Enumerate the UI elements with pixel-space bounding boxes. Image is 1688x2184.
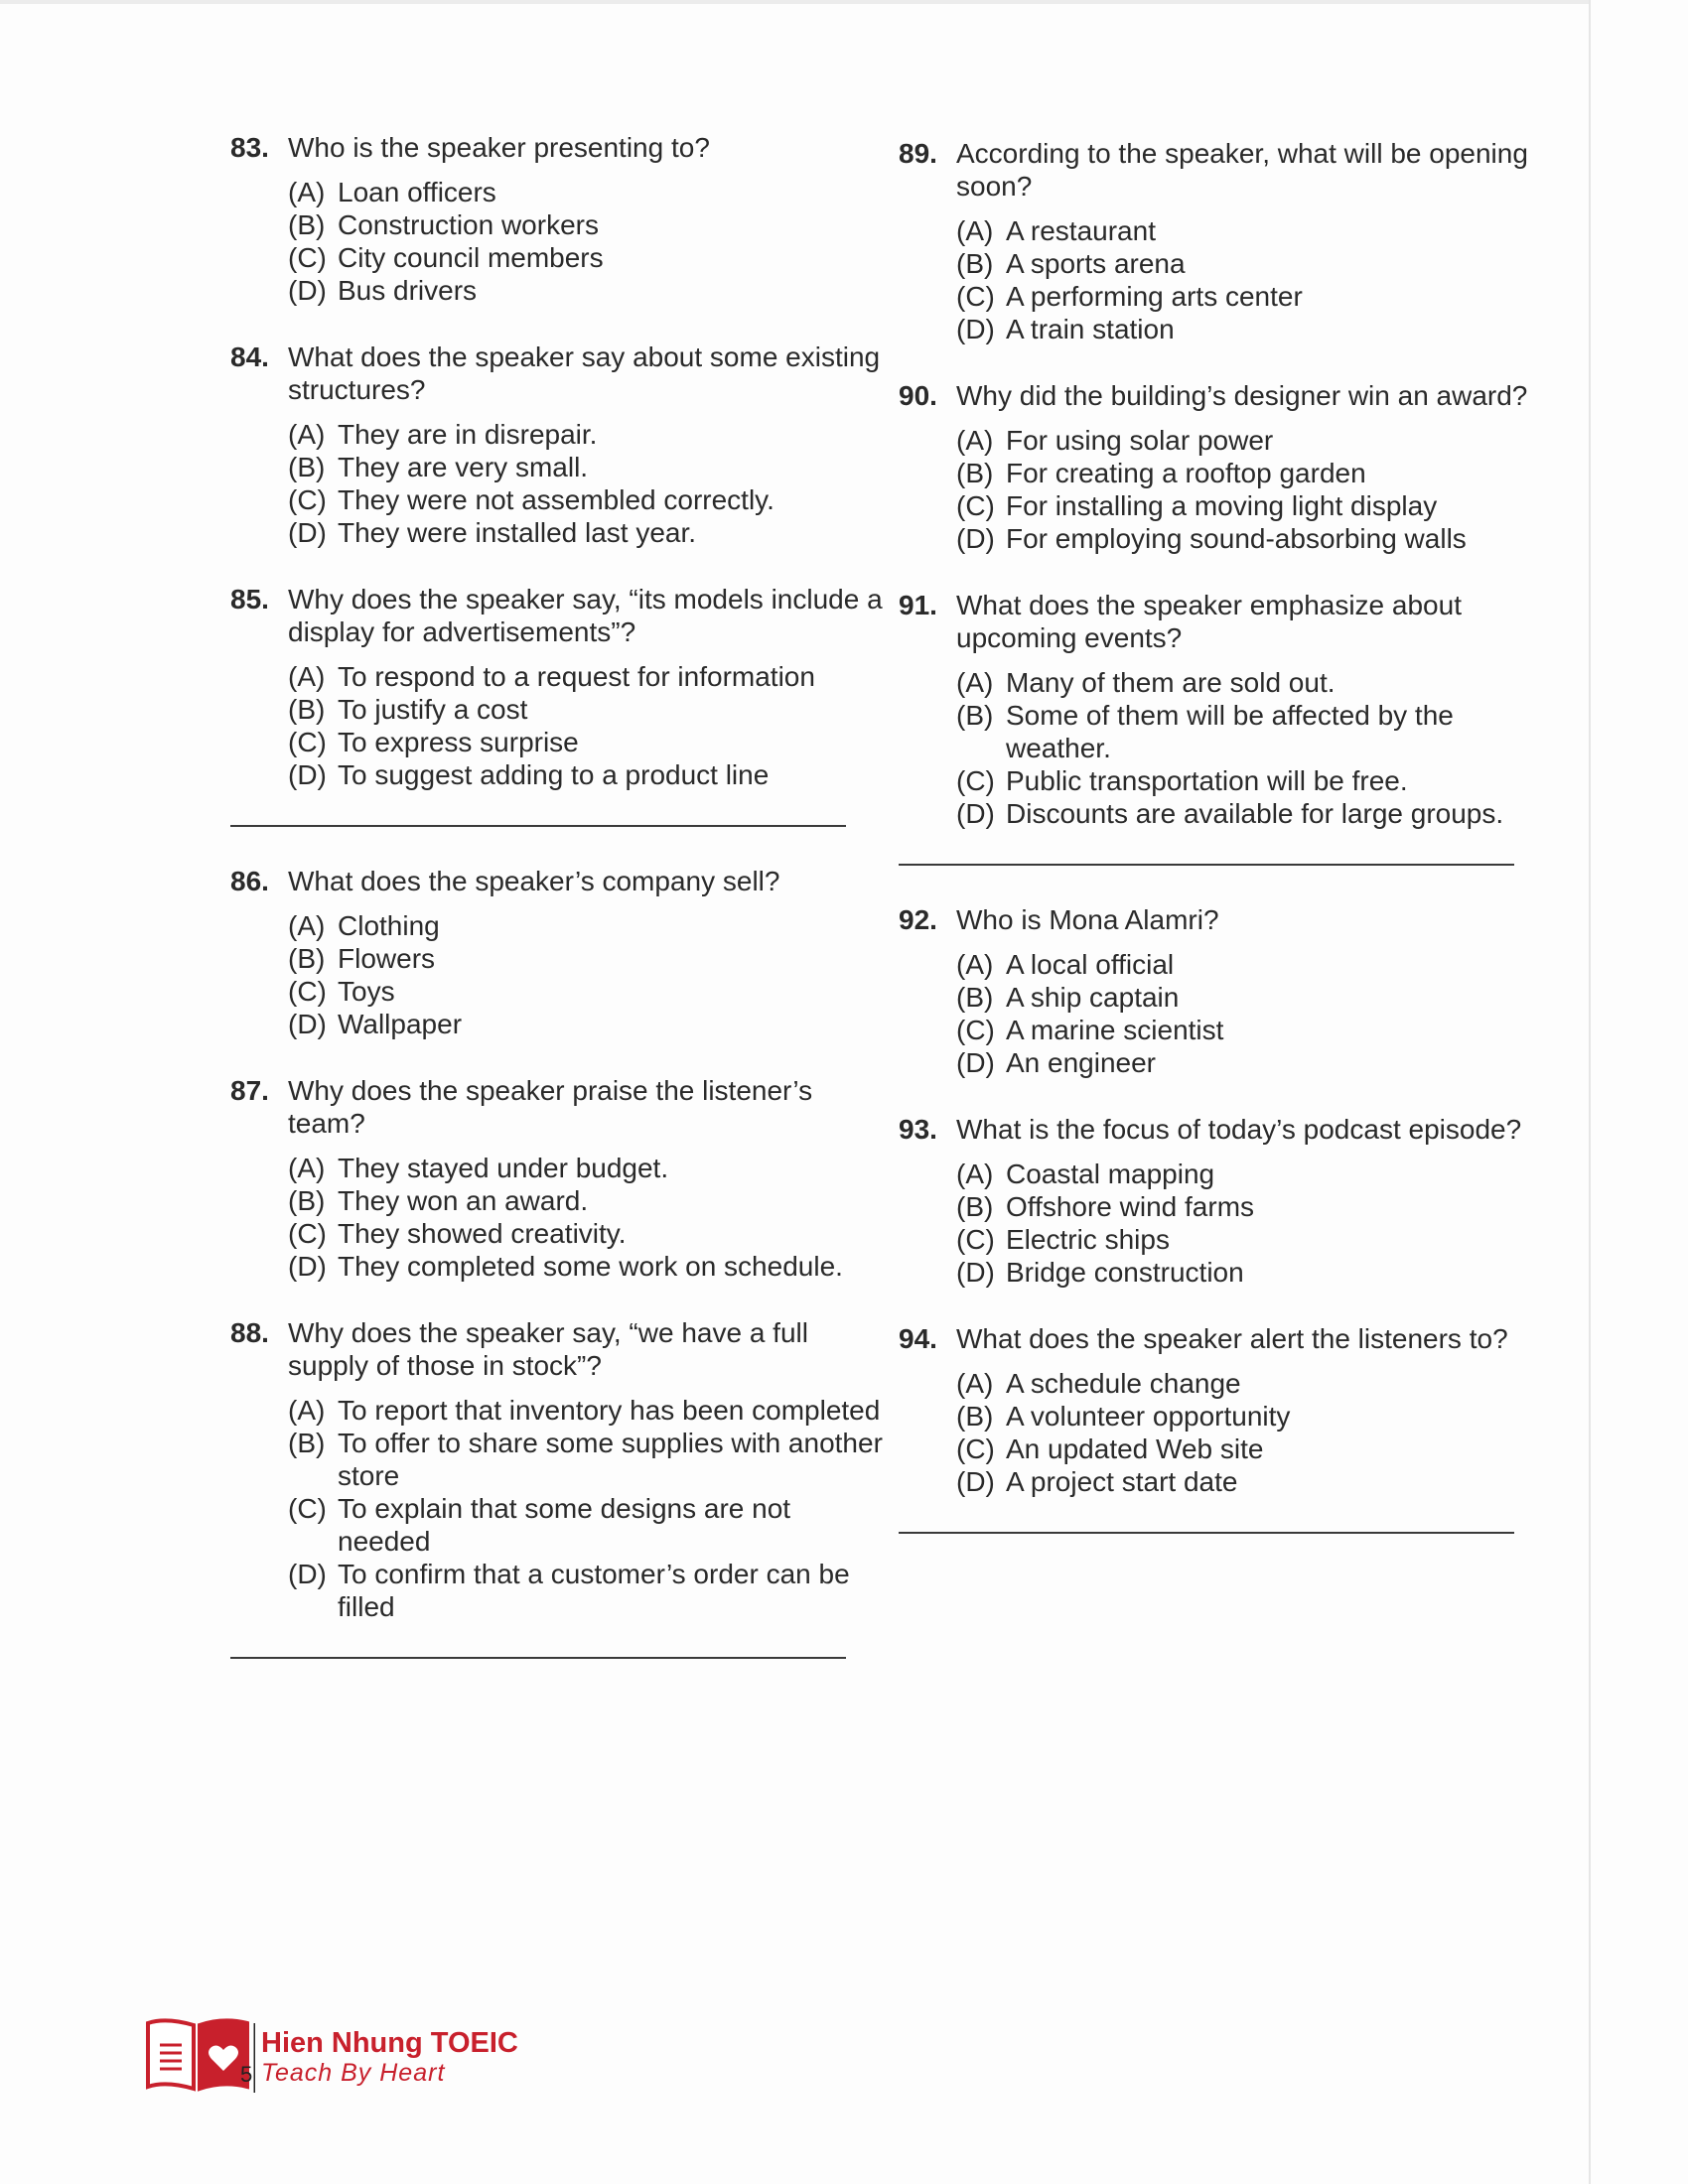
section-divider — [230, 1657, 846, 1659]
option-text: For creating a rooftop garden — [1006, 458, 1366, 488]
answer-option — [288, 208, 886, 241]
question-number: 94. — [899, 1323, 937, 1354]
question-text: What does the speaker say about some existing structures? — [288, 341, 881, 405]
option-text: Bus drivers — [338, 275, 478, 306]
option-text: A marine scientist — [1006, 1015, 1224, 1045]
answer-options — [230, 660, 886, 791]
question-text: What does the speaker alert the listeners to? — [956, 1323, 1508, 1354]
answer-option — [956, 1014, 1554, 1046]
option-text: To confirm that a customer’s order can be filled — [338, 1559, 850, 1622]
option-text: Offshore wind farms — [1006, 1191, 1255, 1222]
option-letter: (B) — [956, 248, 994, 279]
option-letter: (C) — [956, 281, 995, 312]
answer-option — [956, 764, 1554, 797]
answer-option — [288, 241, 886, 274]
answer-option — [288, 1008, 886, 1040]
option-text: For using solar power — [1006, 425, 1274, 456]
question-item — [230, 1316, 886, 1623]
option-text: Some of them will be affected by the weather. — [1006, 700, 1454, 763]
question-text: What is the focus of today’s podcast episode? — [956, 1114, 1522, 1145]
question-number: 85. — [230, 584, 269, 614]
option-letter: (B) — [956, 700, 994, 731]
answer-option — [956, 1046, 1554, 1079]
option-letter: (C) — [956, 1015, 995, 1045]
option-text: To suggest adding to a product line — [338, 759, 770, 790]
question-text: Who is the speaker presenting to? — [288, 132, 710, 163]
option-text: A schedule change — [1006, 1368, 1241, 1399]
option-letter: (C) — [288, 1218, 327, 1249]
option-text: They stayed under budget. — [338, 1153, 669, 1183]
question-number: 93. — [899, 1114, 937, 1145]
option-text: To respond to a request for information — [338, 661, 815, 692]
option-text: They showed creativity. — [338, 1218, 627, 1249]
option-letter: (D) — [956, 1466, 995, 1497]
option-text: Coastal mapping — [1006, 1159, 1215, 1189]
option-text: For employing sound-absorbing walls — [1006, 523, 1467, 554]
answer-option — [288, 660, 886, 693]
section-divider — [899, 864, 1514, 866]
option-text: An engineer — [1006, 1047, 1157, 1078]
option-text: They completed some work on schedule. — [338, 1251, 843, 1282]
question-number: 91. — [899, 590, 937, 620]
option-letter: (A) — [956, 425, 994, 456]
option-text: To express surprise — [338, 727, 579, 757]
question-header — [899, 1113, 1554, 1146]
question-item — [230, 583, 886, 791]
question-header — [899, 379, 1554, 412]
option-text: They are in disrepair. — [338, 419, 598, 450]
option-text: Electric ships — [1006, 1224, 1170, 1255]
option-text: Toys — [338, 976, 395, 1007]
answer-option — [288, 758, 886, 791]
option-letter: (A) — [288, 1395, 326, 1426]
answer-option — [956, 522, 1554, 555]
question-number: 86. — [230, 866, 269, 896]
answer-options — [899, 1158, 1554, 1289]
option-text: Many of them are sold out. — [1006, 667, 1336, 698]
answer-option — [956, 981, 1554, 1014]
question-item — [899, 1113, 1554, 1289]
answer-option — [288, 726, 886, 758]
option-text: They were not assembled correctly. — [338, 484, 774, 515]
option-letter: (B) — [956, 1401, 994, 1432]
option-text: Clothing — [338, 910, 440, 941]
answer-option — [956, 1367, 1554, 1400]
option-letter: (D) — [288, 1251, 327, 1282]
option-letter: (A) — [956, 215, 994, 246]
option-letter: (A) — [288, 419, 326, 450]
answer-option — [956, 424, 1554, 457]
question-text: According to the speaker, what will be opening soon? — [956, 138, 1528, 202]
answer-option — [956, 1433, 1554, 1465]
question-number: 83. — [230, 132, 269, 163]
answer-option — [956, 313, 1554, 345]
option-letter: (C) — [956, 1433, 995, 1464]
question-item — [899, 137, 1554, 345]
option-letter: (B) — [288, 1185, 326, 1216]
question-number: 88. — [230, 1317, 269, 1348]
option-text: A restaurant — [1006, 215, 1156, 246]
question-header — [230, 1074, 886, 1140]
question-number: 89. — [899, 138, 937, 169]
answer-option — [288, 1152, 886, 1184]
question-header — [230, 341, 886, 406]
answer-option — [956, 457, 1554, 489]
question-text: Why does the speaker say, “we have a full supply of those in stock”? — [288, 1317, 808, 1381]
option-text: Loan officers — [338, 177, 496, 207]
answer-option — [288, 274, 886, 307]
answer-option — [288, 909, 886, 942]
page-top-edge — [0, 0, 1591, 4]
question-item — [230, 341, 886, 549]
answer-option — [956, 214, 1554, 247]
option-letter: (C) — [288, 727, 327, 757]
brand-subtitle: Teach By Heart — [261, 2059, 446, 2087]
option-letter: (A) — [288, 177, 326, 207]
question-header — [899, 137, 1554, 203]
option-letter: (A) — [956, 1368, 994, 1399]
answer-options — [899, 424, 1554, 555]
answer-option — [288, 516, 886, 549]
option-letter: (B) — [288, 452, 326, 482]
answer-option — [288, 451, 886, 483]
question-header — [230, 1316, 886, 1382]
answer-option — [288, 483, 886, 516]
option-text: Construction workers — [338, 209, 599, 240]
question-item — [230, 865, 886, 1040]
option-letter: (D) — [288, 1009, 327, 1039]
answer-option — [288, 975, 886, 1008]
option-letter: (C) — [956, 765, 995, 796]
option-text: To justify a cost — [338, 694, 528, 725]
option-letter: (D) — [288, 759, 327, 790]
option-text: A sports arena — [1006, 248, 1186, 279]
option-letter: (D) — [956, 523, 995, 554]
question-text: Why does the speaker praise the listener’s team? — [288, 1075, 813, 1139]
option-letter: (D) — [288, 275, 327, 306]
question-item — [899, 589, 1554, 830]
answer-option — [956, 699, 1554, 764]
option-letter: (D) — [956, 314, 995, 344]
option-text: They won an award. — [338, 1185, 589, 1216]
answer-option — [288, 1558, 886, 1623]
question-item — [899, 379, 1554, 555]
question-header — [899, 1322, 1554, 1355]
option-letter: (A) — [288, 1153, 326, 1183]
answer-option — [956, 280, 1554, 313]
option-text: They were installed last year. — [338, 517, 697, 548]
answer-options — [899, 948, 1554, 1079]
answer-options — [899, 214, 1554, 345]
question-header — [899, 589, 1554, 654]
answer-option — [288, 942, 886, 975]
option-letter: (A) — [956, 667, 994, 698]
option-letter: (B) — [288, 943, 326, 974]
page-right-edge — [1589, 0, 1591, 2184]
answer-option — [956, 1400, 1554, 1433]
answer-options — [899, 1367, 1554, 1498]
question-text: What does the speaker’s company sell? — [288, 866, 780, 896]
brand-title: Hien Nhung TOEIC — [261, 2027, 518, 2059]
option-letter: (A) — [288, 910, 326, 941]
option-text: Discounts are available for large groups. — [1006, 798, 1504, 829]
option-letter: (B) — [288, 209, 326, 240]
question-number: 84. — [230, 341, 269, 372]
option-text: A local official — [1006, 949, 1175, 980]
answer-options — [230, 1394, 886, 1623]
section-divider — [899, 1532, 1514, 1534]
footer-brand — [144, 2015, 561, 2095]
answer-option — [956, 1465, 1554, 1498]
question-header — [899, 903, 1554, 936]
option-text: A ship captain — [1006, 982, 1180, 1013]
option-text: Flowers — [338, 943, 436, 974]
page-number: 5 — [240, 2062, 253, 2087]
question-text: Why did the building’s designer win an award? — [956, 380, 1528, 411]
question-text: Why does the speaker say, “its models include a display for advertisements”? — [288, 584, 883, 647]
answer-option — [288, 1427, 886, 1492]
option-text: A train station — [1006, 314, 1175, 344]
option-letter: (C) — [288, 976, 327, 1007]
answer-option — [956, 797, 1554, 830]
right-column — [899, 137, 1554, 1571]
answer-option — [288, 418, 886, 451]
option-letter: (C) — [288, 1493, 327, 1524]
option-letter: (C) — [956, 490, 995, 521]
option-letter: (B) — [288, 1428, 326, 1458]
answer-option — [956, 1223, 1554, 1256]
option-letter: (C) — [288, 242, 327, 273]
question-header — [230, 865, 886, 897]
section-divider — [230, 825, 846, 827]
option-text: An updated Web site — [1006, 1433, 1264, 1464]
option-letter: (D) — [956, 1047, 995, 1078]
answer-option — [288, 1394, 886, 1427]
option-letter: (C) — [288, 484, 327, 515]
book-heart-logo-icon — [144, 2017, 255, 2093]
option-letter: (D) — [956, 1257, 995, 1288]
question-number: 87. — [230, 1075, 269, 1106]
question-text: Who is Mona Alamri? — [956, 904, 1219, 935]
question-number: 90. — [899, 380, 937, 411]
option-letter: (B) — [288, 694, 326, 725]
answer-option — [288, 1184, 886, 1217]
option-letter: (B) — [956, 458, 994, 488]
option-text: To offer to share some supplies with another store — [338, 1428, 883, 1491]
answer-option — [288, 693, 886, 726]
question-header — [230, 583, 886, 648]
question-item — [899, 903, 1554, 1079]
answer-option — [288, 1250, 886, 1283]
answer-options — [899, 666, 1554, 830]
left-column — [230, 131, 886, 1697]
answer-option — [956, 1190, 1554, 1223]
answer-option — [288, 1217, 886, 1250]
option-text: To report that inventory has been completed — [338, 1395, 881, 1426]
question-number: 92. — [899, 904, 937, 935]
option-letter: (A) — [288, 661, 326, 692]
option-letter: (D) — [288, 1559, 327, 1589]
question-item — [230, 1074, 886, 1283]
answer-option — [956, 489, 1554, 522]
option-text: A project start date — [1006, 1466, 1238, 1497]
question-text: What does the speaker emphasize about upcoming events? — [956, 590, 1462, 653]
question-header — [230, 131, 886, 164]
option-text: A volunteer opportunity — [1006, 1401, 1291, 1432]
option-letter: (D) — [288, 517, 327, 548]
option-text: For installing a moving light display — [1006, 490, 1438, 521]
question-item — [230, 131, 886, 307]
answer-options — [230, 1152, 886, 1283]
option-text: They are very small. — [338, 452, 589, 482]
option-text: City council members — [338, 242, 604, 273]
answer-option — [288, 1492, 886, 1558]
answer-option — [956, 1256, 1554, 1289]
option-letter: (B) — [956, 982, 994, 1013]
answer-options — [230, 909, 886, 1040]
answer-option — [956, 666, 1554, 699]
answer-options — [230, 418, 886, 549]
option-letter: (D) — [956, 798, 995, 829]
option-letter: (A) — [956, 949, 994, 980]
option-text: A performing arts center — [1006, 281, 1303, 312]
option-text: Wallpaper — [338, 1009, 463, 1039]
option-letter: (A) — [956, 1159, 994, 1189]
answer-options — [230, 176, 886, 307]
question-item — [899, 1322, 1554, 1498]
answer-option — [288, 176, 886, 208]
option-letter: (C) — [956, 1224, 995, 1255]
option-text: To explain that some designs are not needed — [338, 1493, 791, 1557]
answer-option — [956, 948, 1554, 981]
answer-option — [956, 247, 1554, 280]
option-text: Bridge construction — [1006, 1257, 1244, 1288]
answer-option — [956, 1158, 1554, 1190]
option-letter: (B) — [956, 1191, 994, 1222]
option-text: Public transportation will be free. — [1006, 765, 1408, 796]
